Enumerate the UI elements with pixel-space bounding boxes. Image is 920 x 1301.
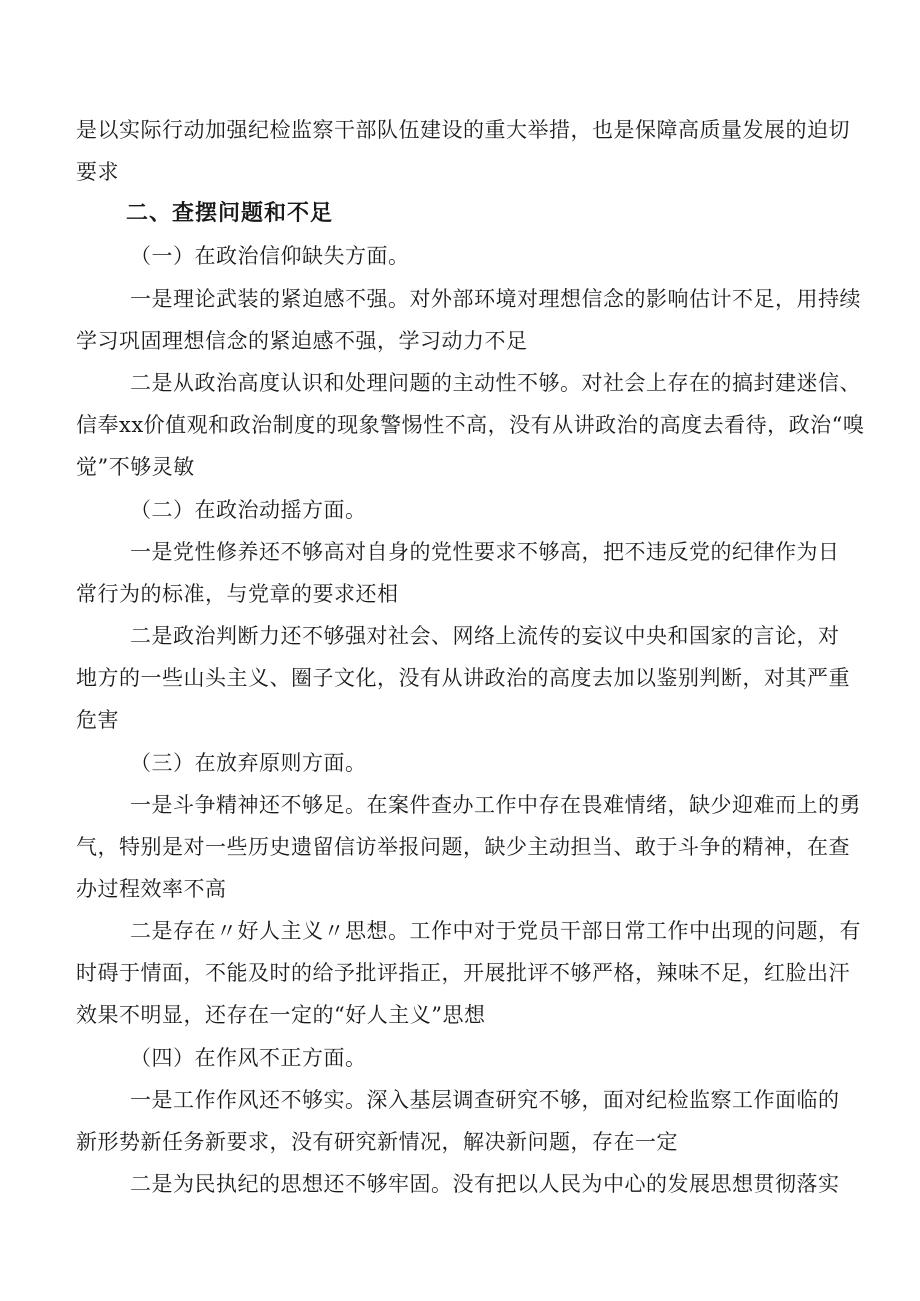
s4-item2-line-1: 二是为民执纪的思想还不够牢固。没有把以人民为中心的发展思想贯彻落实 xyxy=(130,1172,840,1196)
s3-item1-line-1: 一是斗争精神还不够足。在案件查办工作中存在畏难情绪，缺少迎难而上的勇 xyxy=(130,793,861,817)
s3-item1-line-2: 气，特别是对一些历史遗留信访举报问题，缺少主动担当、敢于斗争的精神，在查 xyxy=(76,835,850,859)
s3-item2-line-1: 二是存在〃好人主义〃思想。工作中对于党员干部日常工作中出现的问题，有 xyxy=(130,919,861,943)
subsection-4-title: （四）在作风不正方面。 xyxy=(130,1046,367,1070)
s2-item1-line-2: 常行为的标准，与党章的要求还相 xyxy=(76,582,399,606)
subsection-3-title: （三）在放弃原则方面。 xyxy=(130,751,367,775)
s1-item1-line-2: 学习巩固理想信念的紧迫感不强，学习动力不足 xyxy=(76,329,528,353)
intro-line-1: 是以实际行动加强纪检监察干部队伍建设的重大举措，也是保障高质量发展的迫切 xyxy=(76,118,850,142)
s2-item1-line-1: 一是党性修养还不够高对自身的党性要求不够高，把不违反党的纪律作为日 xyxy=(130,540,840,564)
s2-item2-line-2: 地方的一些山头主义、圈子文化，没有从讲政治的高度去加以鉴别判断，对其严重 xyxy=(76,666,850,690)
s2-item2-line-3: 危害 xyxy=(76,708,119,732)
s1-item2-line-2: 信奉xx价值观和政治制度的现象警惕性不高，没有从讲政治的高度去看待，政治“嗅 xyxy=(76,413,865,437)
s1-item1-line-1: 一是理论武装的紧迫感不强。对外部环境对理想信念的影响估计不足，用持续 xyxy=(130,287,861,311)
subsection-2-title: （二）在政治动摇方面。 xyxy=(130,498,367,522)
s3-item2-line-3: 效果不明显，还存在一定的“好人主义”思想 xyxy=(76,1003,486,1027)
intro-line-2: 要求 xyxy=(76,160,119,184)
s3-item2-line-2: 时碍于情面，不能及时的给予批评指正，开展批评不够严格，辣味不足，红脸出汗 xyxy=(76,961,850,985)
subsection-1-title: （一）在政治信仰缺失方面。 xyxy=(130,244,410,268)
s1-item2-line-1: 二是从政治高度认识和处理问题的主动性不够。对社会上存在的搞封建迷信、 xyxy=(130,371,861,395)
s2-item2-line-1: 二是政治判断力还不够强对社会、网络上流传的妄议中央和国家的言论，对 xyxy=(130,624,840,648)
s4-item1-line-2: 新形势新任务新要求，没有研究新情况，解决新问题，存在一定 xyxy=(76,1130,678,1154)
s3-item1-line-3: 办过程效率不高 xyxy=(76,877,227,901)
s4-item1-line-1: 一是工作作风还不够实。深入基层调查研究不够，面对纪检监察工作面临的 xyxy=(130,1088,840,1112)
s1-item2-line-3: 觉”不够灵敏 xyxy=(76,455,195,479)
section-heading: 二、查摆问题和不足 xyxy=(126,201,334,226)
